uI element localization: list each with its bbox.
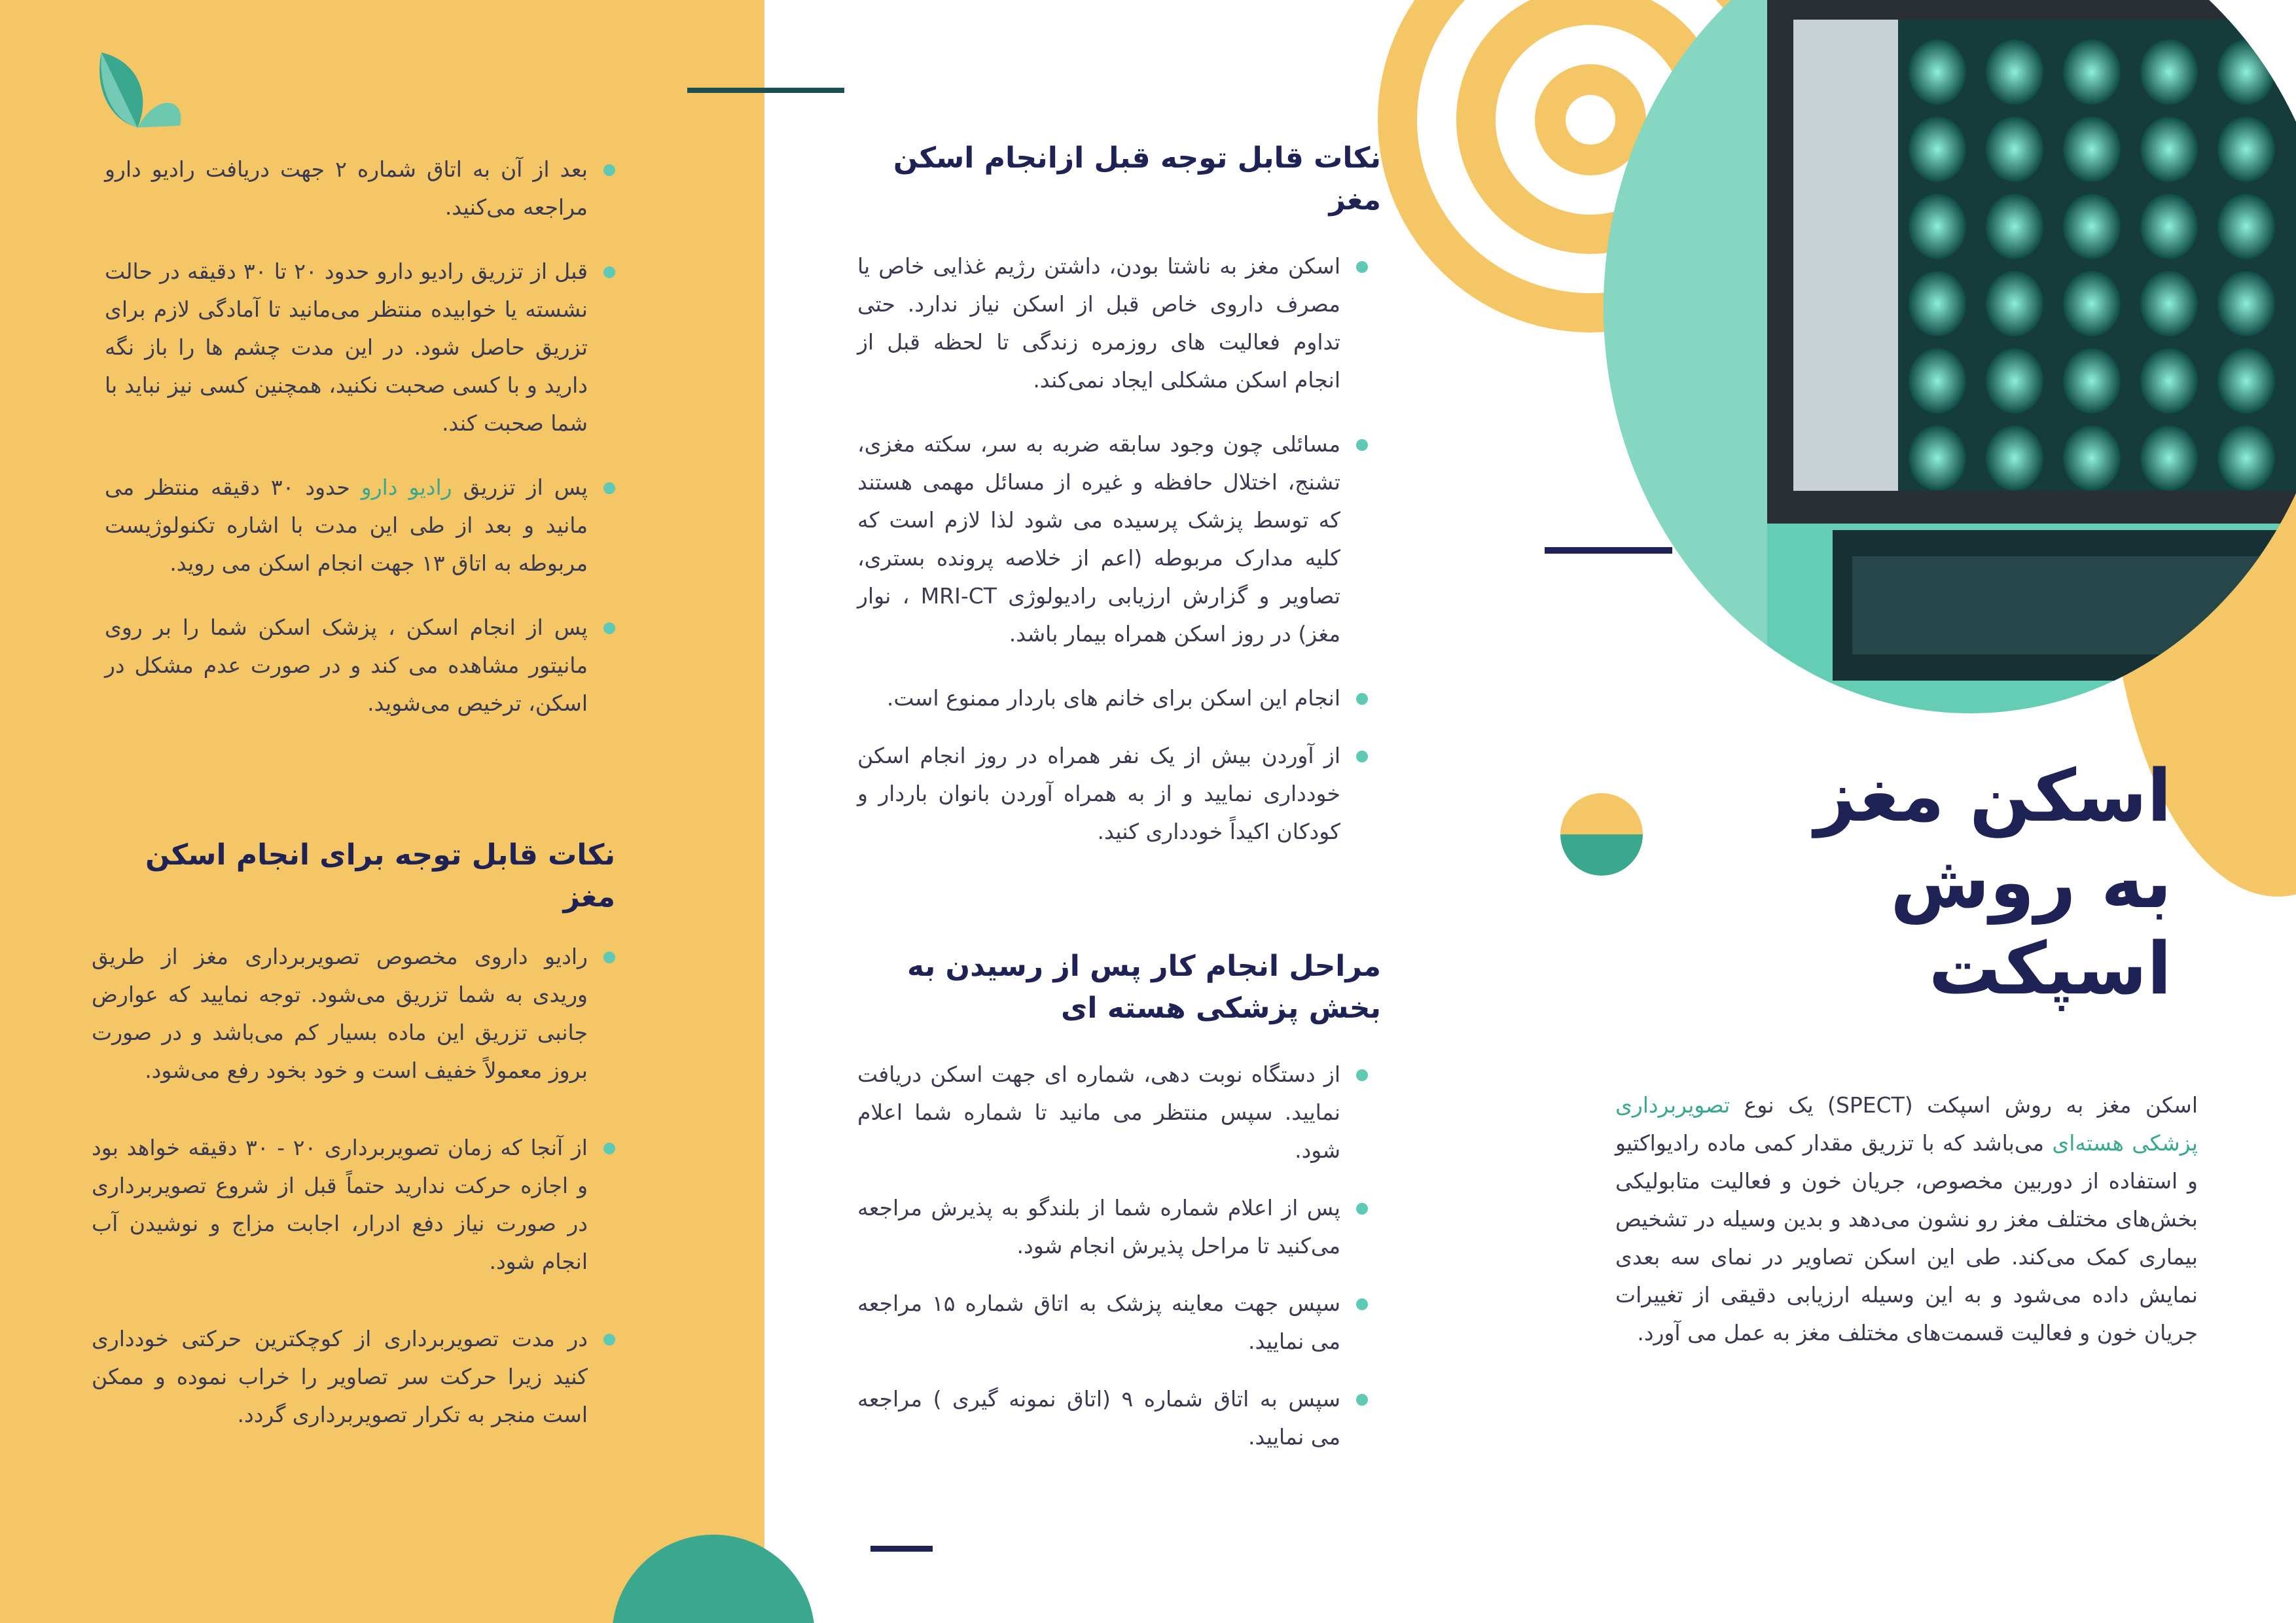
scan-thumbnail	[1909, 348, 1966, 414]
scan-thumbnail	[1986, 194, 2043, 259]
scan-thumbnail	[2063, 348, 2121, 414]
intro-text-2: می‌باشد که با تزریق مقدار کمی ماده رادیواکتیو و استفاده از دوربین مخصوص، جریان خون و فعالیت متابولیکی بخش‌های مختلف مغز رو نشون می‌دهد و بدین وسیله در تشخیص بیماری کمک می‌کند. طی این اسکن تصاویر در نمای سه بعدی نمایش داده می‌شود و به این وسیله ارزیابی دقیقی از تغییرات جریان خون و فعالیت قسمت‌های مختلف مغز به عمل می آورد.	[1615, 1130, 2198, 1346]
scan-thumbnail	[2063, 116, 2121, 182]
list-item-prefix: پس از تزریق	[463, 474, 588, 500]
scan-thumbnail	[1909, 271, 1966, 336]
scan-thumbnail	[2063, 39, 2121, 105]
scan-thumbnail	[2140, 271, 2198, 336]
intro-paragraph	[1615, 1086, 2198, 1352]
list-item: از آوردن بیش از یک نفر همراه در روز انجام اسکن خودداری نمایید و از به همراه آوردن بانوان باردار و کودکان اکیداً خودداری کنید.	[857, 737, 1368, 851]
pie-shape-icon	[1560, 793, 1643, 876]
list-item: قبل از تزریق رادیو دارو حدود ۲۰ تا ۳۰ دقیقه در حالت نشسته یا خوابیده منتظر می‌مانید تا آمادگی لازم برای تزریق حاصل شود. در این مدت چشم ها را باز نگه دارید و با کسی صحبت نکنید، همچنین کسی نیز نباید با شما صحبت کند.	[105, 253, 615, 442]
scan-thumbnail	[1909, 425, 1966, 491]
list-item: پس از انجام اسکن ، پزشک اسکن شما را بر روی مانیتور مشاهده می کند و در صورت عدم مشکل در اسکن، ترخیص می‌شوید.	[105, 609, 615, 722]
scan-thumbnail	[2217, 39, 2275, 105]
title-line: به روش	[1890, 840, 2172, 924]
scan-thumbnail	[2217, 194, 2275, 259]
scan-thumbnail	[2140, 348, 2198, 414]
list-item: انجام این اسکن برای خانم های باردار ممنوع است.	[857, 679, 1368, 717]
list-item: اسکن مغز به ناشتا بودن، داشتن رژیم غذایی خاص یا مصرف داروی خاص قبل از اسکن نیاز ندارد. حتی تداوم فعالیت های روزمره زندگی تا لحظه قبل از انجام اسکن مشکلی ایجاد نمی‌کند.	[857, 247, 1368, 399]
scan-thumbnail	[2217, 348, 2275, 414]
scan-thumbnail	[2140, 194, 2198, 259]
list-item: در مدت تصویربرداری از کوچکترین حرکتی خودداری کنید زیرا حرکت سر تصاویر را خراب نموده و ممکن است منجر به تکرار تصویربرداری گردد.	[92, 1320, 615, 1434]
title-line: اسپکت	[1928, 927, 2172, 1010]
scan-thumbnail	[1909, 194, 1966, 259]
section-heading: نکات قابل توجه برای انجام اسکن مغز	[145, 838, 615, 914]
top-accent-line	[687, 88, 844, 93]
intro-text-1: اسکن مغز به روش اسپکت (SPECT) یک نوع	[1744, 1092, 2198, 1118]
scan-thumbnail	[2140, 39, 2198, 105]
list-item: پس از اعلام شماره شما از بلندگو به پذیرش مراجعه می‌کنید تا مراحل پذیرش انجام شود.	[857, 1189, 1368, 1265]
scan-thumbnail	[2063, 194, 2121, 259]
scan-thumbnail	[2140, 116, 2198, 182]
list-item: از آنجا که زمان تصویربرداری ۲۰ - ۳۰ دقیقه خواهد بود و اجازه حرکت ندارید حتماً قبل از شروع تصویربرداری در صورت نیاز دفع ادرار، اجابت مزاج و نوشیدن آب انجام شود.	[92, 1129, 615, 1281]
middle-steps-section	[857, 946, 1381, 1456]
section-heading: مراحل انجام کار پس از رسیدن به بخش پزشکی هسته ای	[907, 950, 1381, 1025]
bottom-accent-line	[870, 1546, 933, 1552]
brain-scan-photo	[1597, 0, 2296, 733]
list-item: سپس جهت معاینه پزشک به اتاق شماره ۱۵ مراجعه می نمایید.	[857, 1285, 1368, 1361]
list-item-rest: حدود ۳۰ دقیقه منتظر می مانید و بعد از طی این مدت با اشاره تکنولوژیست مربوطه به اتاق ۱۳ جهت انجام اسکن می روید.	[105, 474, 588, 576]
scan-thumbnail	[1909, 116, 1966, 182]
list-item: رادیو داروی مخصوص تصویربرداری مغز از طریق وریدی به شما تزریق می‌شود. توجه نمایید که عوارض جانبی تزریق این ماده بسیار کم می‌باشد و در صورت بروز معمولاً خفیف است و خود بخود رفع می‌شود.	[92, 938, 615, 1090]
list-item: مسائلی چون وجود سابقه ضربه به سر، سکته مغزی، تشنج، اختلال حافظه و غیره از مسائل مهمی هستند که توسط پزشک پرسیده می شود لذا لازم است که کلیه مدارک مربوطه (اعم از خلاصه پرونده بستری، تصاویر و گزارش ارزیابی رادیولوژی MRI-CT ، نوار مغز) در روز اسکن همراه بیمار باشد.	[857, 425, 1368, 653]
highlight-radio-drug: رادیو دارو	[361, 474, 452, 500]
scan-thumbnail	[2140, 425, 2198, 491]
title-line: اسکن مغز	[1814, 754, 2172, 838]
middle-before-scan-section	[857, 137, 1381, 851]
left-steps-list	[105, 151, 615, 722]
scan-thumbnail	[2217, 271, 2275, 336]
scan-thumbnail	[2063, 425, 2121, 491]
photo-accent-line	[1545, 547, 1672, 554]
scan-thumbnail	[1986, 348, 2043, 414]
scan-thumbnail	[1986, 425, 2043, 491]
list-item	[105, 469, 615, 582]
leaf-logo-icon	[99, 52, 181, 128]
scan-thumbnail	[1986, 116, 2043, 182]
section-heading: نکات قابل توجه قبل ازانجام اسکن مغز	[893, 141, 1381, 217]
list-item: از دستگاه نوبت دهی، شماره ای جهت اسکن دریافت نمایید. سپس منتظر می مانید تا شماره شما اعلام شود.	[857, 1056, 1368, 1169]
scan-thumbnail	[1909, 39, 1966, 105]
scan-thumbnail	[1986, 39, 2043, 105]
scan-thumbnail	[2063, 271, 2121, 336]
scan-thumbnail	[2217, 425, 2275, 491]
bottom-teal-circle	[612, 1535, 815, 1623]
list-item: سپس به اتاق شماره ۹ (اتاق نمونه گیری ) مراجعه می نمایید.	[857, 1380, 1368, 1456]
page-title	[1674, 753, 2172, 1012]
list-item: بعد از آن به اتاق شماره ۲ جهت دریافت رادیو دارو مراجعه می‌کنید.	[105, 151, 615, 226]
scan-thumbnail	[1986, 271, 2043, 336]
scan-thumbnail	[2217, 116, 2275, 182]
intro-highlight: تصویربرداری پزشکی هسته‌ای	[1615, 1092, 2198, 1156]
left-tips-section	[92, 834, 615, 1434]
